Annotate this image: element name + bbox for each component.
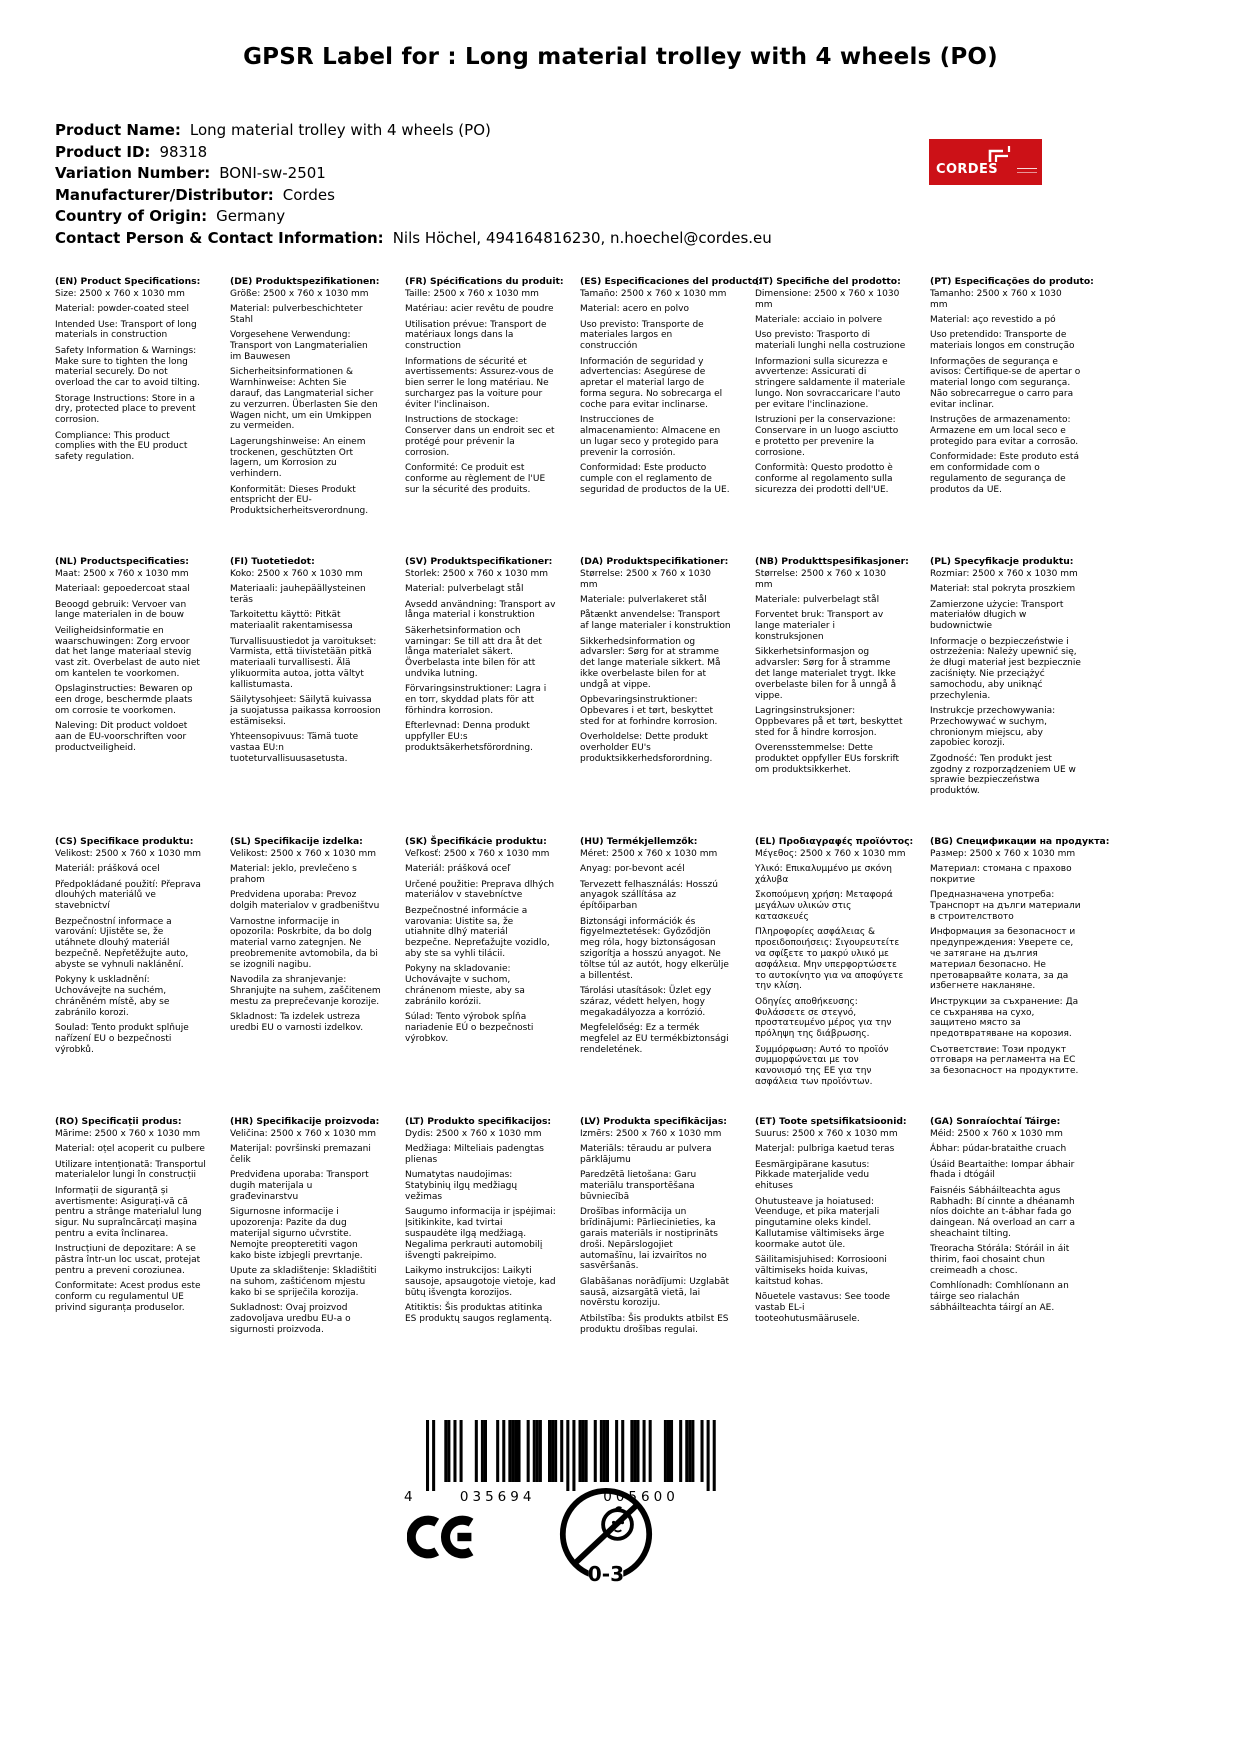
- spec-block-text: Säilytysohjeet: Säilytä kuivassa ja suojatussa paikassa korroosion estämiseksi.: [230, 695, 381, 727]
- spec-block-text: Safety Information & Warnings: Make sure to tighten the long material securely. Do not overload the car to avoid tilting.: [55, 345, 200, 389]
- spec-block-text: Drošības informācija un brīdinājumi: Pārliecinieties, ka garais materiāls ir nostiprināts droši. Nepārslogojiet automašīnu, lai izvairītos no sasvēršanās.: [580, 1207, 718, 1272]
- spec-block-title: (HU) Termékjellemzők:: [580, 836, 698, 847]
- spec-block-title: (PL) Specyfikacje produktu:: [930, 556, 1074, 567]
- spec-block-text: Velikost: 2500 x 760 x 1030 mm: [230, 848, 376, 859]
- svg-text:0-3: 0-3: [587, 1562, 625, 1586]
- spec-block-text: Opbevaringsinstruktioner: Opbevares i et tørt, beskyttet sted for at forhindre korrosion.: [580, 695, 718, 727]
- info-value: Cordes: [282, 185, 335, 204]
- cordes-logo-mark-icon: [988, 144, 1014, 168]
- spec-block-lt: [405, 1117, 580, 1397]
- spec-block-fi: [230, 557, 405, 837]
- info-label: Contact Person & Contact Information:: [55, 228, 384, 247]
- spec-block-text: Informations de sécurité et avertissements: Assurez-vous de bien serrer le long matériau. Ne surchargez pas la voiture pour éviter l'inclinaison.: [405, 356, 554, 410]
- spec-block-text: Instrucțiuni de depozitare: A se păstra într-un loc uscat, protejat pentru a preveni coroziunea.: [55, 1244, 201, 1276]
- spec-block-text: Izmērs: 2500 x 760 x 1030 mm: [580, 1128, 722, 1139]
- spec-block-text: Материал: стомана с прахово покритие: [930, 864, 1072, 885]
- spec-block-pl: [930, 557, 1105, 837]
- spec-block-text: Material: acero en polvo: [580, 304, 689, 315]
- spec-block-text: Skladnost: Ta izdelek ustreza uredbi EU o varnosti izdelkov.: [230, 1012, 364, 1033]
- info-row: [55, 120, 772, 142]
- spec-block-it: [755, 277, 930, 557]
- info-label: Product Name:: [55, 121, 181, 139]
- spec-block-title: (IT) Specifiche del prodotto:: [755, 276, 901, 287]
- barcode-value: [0, 0, 1, 1]
- spec-block-text: Predvidena uporaba: Prevoz dolgih materialov v gradbeništvu: [230, 890, 380, 912]
- spec-grid: [55, 276, 1110, 1397]
- spec-block-text: Materiál: prášková oceľ: [405, 864, 511, 875]
- info-row: [55, 163, 772, 185]
- spec-block-text: Информация за безопасност и предупреждения: Уверете се, че затягане на дългия материал безопасно. Не претоварвайте колата, за да избегнете накланяне.: [930, 927, 1076, 992]
- spec-block-text: Storlek: 2500 x 760 x 1030 mm: [405, 568, 549, 579]
- spec-block-text: Lagerungshinweise: An einem trockenen, geschützten Ort lagern, um Korrosion zu verhindern.: [230, 436, 366, 480]
- spec-block-text: Sigurnosne informacije i upozorenja: Pazite da dug materijal sigurno učvrstite. Nemojte preopteretiti vagon kako biste izbjegli prevrtanje.: [230, 1207, 363, 1261]
- spec-block-text: Informacje o bezpieczeństwie i ostrzeżenia: Należy upewnić się, że długi materiał jest bezpiecznie zaciśnięty. Nie przeciążyć samochodu, aby uniknąć przechylenia.: [930, 636, 1081, 701]
- info-value: Long material trolley with 4 wheels (PO): [189, 121, 491, 139]
- info-value: BONI-sw-2501: [219, 164, 326, 182]
- spec-block-nb: [755, 557, 930, 837]
- spec-block-text: Bezpečnostné informácie a varovania: Uistite sa, že utiahnite dlhý materiál bezpečne. Nepreťažujte vozidlo, aby ste sa vyhli tilácii.: [405, 905, 550, 959]
- spec-block-text: Σκοπούμενη χρήση: Μεταφορά μεγάλων υλικών στις κατασκευές: [755, 890, 893, 922]
- spec-block-text: Taille: 2500 x 760 x 1030 mm: [405, 288, 539, 299]
- info-label: Manufacturer/Distributor:: [55, 185, 274, 204]
- spec-block-text: Velikost: 2500 x 760 x 1030 mm: [55, 848, 201, 859]
- spec-block-text: Förvaringsinstruktioner: Lagra i en torr, skyddad plats för att förhindra korrosion.: [405, 684, 547, 716]
- spec-block-es: [580, 276, 762, 557]
- spec-block-text: Mărime: 2500 x 760 x 1030 mm: [55, 1128, 201, 1139]
- spec-block-text: Materiale: pulverbelagt stål: [755, 594, 880, 605]
- info-row: [55, 185, 772, 207]
- info-value: Nils Höchel, 494164816230, n.hoechel@cordes.eu: [392, 228, 772, 247]
- spec-block-text: Storage Instructions: Store in a dry, protected place to prevent corrosion.: [55, 393, 196, 426]
- spec-block-text: Instruções de armazenamento: Armazene em um local seco e protegido para evitar a corrosão.: [930, 415, 1079, 447]
- cordes-logo-text: CORDES: [936, 162, 999, 177]
- info-row: [55, 228, 772, 250]
- spec-block-text: Materiał: stal pokryta proszkiem: [930, 584, 1076, 595]
- spec-block-title: (FR) Spécifications du produit:: [405, 276, 564, 287]
- spec-block-text: Megfelelőség: Ez a termék megfelel az EU termékbiztonsági rendeletének.: [580, 1022, 729, 1055]
- spec-block-text: Opslaginstructies: Bewaren op een droge, beschermde plaats om corrosie te voorkomen.: [55, 684, 193, 716]
- spec-block-text: Beoogd gebruik: Vervoer van lange materialen in de bouw: [55, 599, 187, 621]
- spec-block-text: Conformitate: Acest produs este conform cu regulamentul UE privind siguranța produselor.: [55, 1281, 201, 1313]
- spec-block-text: Overholdelse: Dette produkt overholder EU's produktsikkerhedsforordning.: [580, 732, 713, 764]
- age-warning-0-3-icon: [558, 1486, 654, 1590]
- spec-block-text: Informações de segurança e avisos: Certifique-se de apertar o material longo com segurança. Não sobrecarregue o carro para evitar inclinar.: [930, 356, 1081, 410]
- spec-block-da: [580, 557, 755, 837]
- spec-block-nl: [55, 557, 230, 837]
- barcode-digits: 4: [404, 1489, 417, 1504]
- spec-block-text: Instrucciones de almacenamiento: Almacene en un lugar seco y protegido para prevenir la corrosión.: [580, 415, 721, 458]
- spec-block-text: Materiale: pulverlakeret stål: [580, 594, 707, 605]
- spec-block-text: Materijal: površinski premazani čelik: [230, 1144, 371, 1165]
- spec-block-sl: [230, 837, 405, 1117]
- spec-block-text: Materiale: acciaio in polvere: [755, 314, 882, 325]
- spec-block-text: Rozmiar: 2500 x 760 x 1030 mm: [930, 568, 1078, 579]
- spec-block-text: Υλικό: Επικαλυμμένο με σκόνη χάλυβα: [755, 864, 892, 885]
- spec-block-text: Veľkosť: 2500 x 760 x 1030 mm: [405, 848, 550, 859]
- spec-block-text: Compliance: This product complies with the EU product safety regulation.: [55, 430, 188, 463]
- info-value: 98318: [159, 142, 208, 161]
- spec-block-text: Tárolási utasítások: Üzlet egy száraz, védett helyen, hogy megakadályozza a korrózió.: [580, 985, 712, 1018]
- spec-block-text: Naleving: Dit product voldoet aan de EU-voorschriften voor productveiligheid.: [55, 721, 188, 753]
- spec-block-text: Zamierzone użycie: Transport materiałów długich w budownictwie: [930, 599, 1064, 632]
- spec-block-title: (BG) Спецификации на продукта:: [930, 836, 1110, 847]
- spec-block-title: (RO) Specificații produs:: [55, 1116, 182, 1127]
- spec-block-text: Laikymo instrukcijos: Laikyti sausoje, apsaugotoje vietoje, kad būtų išvengta korozijos.: [405, 1265, 556, 1298]
- spec-block-text: Instructions de stockage: Conserver dans un endroit sec et protégé pour prévenir la corrosion.: [405, 415, 555, 458]
- cordes-logo: [929, 139, 1042, 185]
- spec-block-text: Sikkerhetsinformasjon og advarsler: Sørg for å stramme det lange materialet trygt. Ikke overbelaste bilen for å unngå å vippe.: [755, 647, 897, 701]
- spec-block-text: Påtænkt anvendelse: Transport af lange materialer i konstruktion: [580, 610, 731, 632]
- spec-block-text: Predviđena uporaba: Transport dugih materijala u građevinarstvu: [230, 1170, 369, 1202]
- spec-block-en: [55, 277, 230, 557]
- spec-block-text: Koko: 2500 x 760 x 1030 mm: [230, 568, 363, 579]
- spec-block-text: Dimensione: 2500 x 760 x 1030 mm: [755, 288, 900, 310]
- spec-block-text: Συμμόρφωση: Αυτό το προϊόν συμμορφώνεται με τον κανονισμό της ΕΕ για την ασφάλεια των προϊόντων.: [755, 1044, 889, 1087]
- spec-block-title: (EL) Προδιαγραφές προϊόντος:: [755, 836, 914, 847]
- spec-block-text: Dydis: 2500 x 760 x 1030 mm: [405, 1128, 542, 1139]
- spec-block-text: Materiaali: jauhepäällysteinen teräs: [230, 584, 366, 605]
- spec-block-text: Sicherheitsinformationen & Warnhinweise: Achten Sie darauf, das Langmaterial sicher zu verzurren. Überlasten Sie den Wagen nicht, um ein Umkippen zu vermeiden.: [230, 367, 378, 432]
- spec-block-text: Предназначена употреба: Транспорт на дълги материали в строителството: [930, 890, 1081, 922]
- spec-block-text: Vorgesehene Verwendung: Transport von Langmaterialien im Bauwesen: [230, 330, 368, 362]
- spec-block-title: (HR) Specifikacije proizvoda:: [230, 1116, 380, 1127]
- spec-block-text: Tamanho: 2500 x 760 x 1030 mm: [930, 288, 1062, 310]
- spec-block-title: (LT) Produkto specifikacijos:: [405, 1116, 552, 1127]
- spec-block-hr: [230, 1117, 405, 1397]
- spec-block-text: Veličina: 2500 x 760 x 1030 mm: [230, 1128, 377, 1139]
- spec-block-text: Material: aço revestido a pó: [930, 314, 1056, 325]
- spec-block-text: Saugumo informacija ir įspėjimai: Įsitikinkite, kad tvirtai suspaudėte ilgą medžiagą. Negalima perkrauti automobilį išvengti pakreipimo.: [405, 1207, 556, 1261]
- spec-block-sv: [405, 557, 580, 837]
- spec-block-sk: [405, 837, 580, 1117]
- spec-block-pt: [930, 277, 1105, 557]
- spec-block-text: Uso pretendido: Transporte de materiais longos em construção: [930, 330, 1075, 352]
- spec-block-text: Tamaño: 2500 x 760 x 1030 mm: [580, 288, 727, 299]
- spec-block-text: Glabāšanas norādījumi: Uzglabāt sausā, aizsargātā vietā, lai novērstu koroziju.: [580, 1276, 729, 1309]
- spec-block-text: Comhlíonadh: Comhlíonann an táirge seo rialachán sábháilteachta táirgí an AE.: [930, 1281, 1069, 1313]
- info-value: Germany: [216, 207, 286, 225]
- spec-block-text: Nõuetele vastavus: See toode vastab EL-i tooteohutusmäärusele.: [755, 1292, 891, 1324]
- spec-block-text: Размер: 2500 x 760 x 1030 mm: [930, 848, 1076, 859]
- spec-block-text: Información de seguridad y advertencias: Asegúrese de apretar el material largo de forma segura. No sobrecarga el coche para evitar inclinarse.: [580, 356, 723, 410]
- spec-block-text: Upute za skladištenje: Skladištiti na suhom, zaštićenom mjestu kako bi se spriječila korozija.: [230, 1265, 377, 1298]
- product-info: [55, 120, 772, 249]
- barcode-digits: 005600: [603, 1489, 679, 1504]
- spec-block-el: [755, 837, 930, 1117]
- page-title: GPSR Label for : Long material trolley with 4 wheels (PO): [243, 44, 998, 70]
- spec-block-text: Intended Use: Transport of long materials in construction: [55, 319, 197, 341]
- spec-block-text: Tervezett felhasználás: Hosszú anyagok szállítása az építőiparban: [580, 879, 718, 912]
- spec-block-text: Suurus: 2500 x 760 x 1030 mm: [755, 1128, 898, 1139]
- spec-block-text: Materiaal: gepoedercoat staal: [55, 584, 190, 595]
- spec-block-text: Istruzioni per la conservazione: Conservare in un luogo asciutto e protetto per prevenire la corrosione.: [755, 415, 899, 458]
- spec-block-text: Předpokládané použití: Přeprava dlouhých materiálů ve stavebnictví: [55, 879, 201, 912]
- spec-block-text: Medžiaga: Milteliais padengtas plienas: [405, 1144, 544, 1165]
- spec-block-text: Uso previsto: Transporte de materiales largos en construcción: [580, 319, 704, 352]
- spec-block-text: Størrelse: 2500 x 760 x 1030 mm: [755, 568, 887, 590]
- spec-block-text: Conformité: Ce produit est conforme au règlement de l'UE sur la sécurité des produits.: [405, 462, 546, 495]
- spec-block-text: Zgodność: Ten produkt jest zgodny z rozporządzeniem UE w sprawie bezpieczeństwa produktów.: [930, 753, 1076, 797]
- spec-block-text: Treoracha Stórála: Stóráil in áit thirim, faoi chosaint chun creimeadh a chosc.: [930, 1244, 1070, 1276]
- spec-block-title: (ET) Toote spetsifikatsioonid:: [755, 1116, 907, 1127]
- ce-mark-icon: [407, 1512, 477, 1566]
- spec-block-text: Overensstemmelse: Dette produktet oppfyller EUs forskrift om produktsikkerhet.: [755, 742, 900, 775]
- spec-block-text: Sikkerhedsinformation og advarsler: Sørg for at stramme det lange materiale sikkert. Må ikke overbelaste bilen for at undgå at vippe.: [580, 636, 721, 690]
- spec-block-ga: [930, 1117, 1105, 1397]
- spec-block-text: Matériau: acier revêtu de poudre: [405, 304, 554, 315]
- spec-block-text: Größe: 2500 x 760 x 1030 mm: [230, 288, 369, 299]
- spec-block-text: Konformität: Dieses Produkt entspricht der EU-Produktsicherheitsverordnung.: [230, 484, 369, 517]
- barcode-digits: 035694: [459, 1489, 536, 1504]
- spec-block-text: Materiál: prášková ocel: [55, 864, 160, 875]
- spec-block-text: Pokyny k uskladnění: Uchovávejte na suchém, chráněném místě, aby se zabránilo korozi.: [55, 975, 170, 1018]
- spec-block-text: Veiligheidsinformatie en waarschuwingen: Zorg ervoor dat het lange materiaal stevig vast zit. Overbelast de auto niet om kantelen te voorkomen.: [55, 625, 200, 679]
- spec-block-text: Biztonsági információk és figyelmeztetések: Győződjön meg róla, hogy biztonságosan szigorítja a hosszú anyagot. Ne töltse túl az autót, hogy elkerülje a billentést.: [580, 916, 729, 981]
- spec-block-bg: [930, 836, 1110, 1117]
- spec-block-text: Инструкции за съхранение: Да се съхранява на сухо, защитено място за предотвратяване на корозия.: [930, 996, 1079, 1040]
- spec-block-text: Numatytas naudojimas: Statybinių ilgų medžiagų vežimas: [405, 1170, 518, 1202]
- spec-block-text: Efterlevnad: Denna produkt uppfyller EU:s produktsäkerhetsförordning.: [405, 721, 533, 753]
- spec-block-text: Pokyny na skladovanie: Uchovávajte v suchom, chránenom mieste, aby sa zabránilo korózii.: [405, 964, 525, 1007]
- spec-block-title: (CS) Specifikace produktu:: [55, 836, 194, 847]
- spec-block-title: (SK) Špecifikácie produktu:: [405, 836, 547, 847]
- spec-block-text: Utilizare intenționată: Transportul materialelor lungi în construcții: [55, 1159, 206, 1181]
- spec-block-et: [755, 1117, 930, 1397]
- spec-block-text: Conformidade: Este produto está em conformidade com o regulamento de segurança de produtos da UE.: [930, 452, 1079, 495]
- spec-block-title: (GA) Sonraíochtaí Táirge:: [930, 1116, 1061, 1127]
- spec-block-title: (SL) Specifikacije izdelka:: [230, 836, 363, 847]
- spec-block-text: Úsáid Beartaithe: Iompar ábhair fhada i dtógáil: [930, 1159, 1075, 1181]
- spec-block-text: Material: pulverbeschichteter Stahl: [230, 304, 363, 325]
- spec-block-text: Material: oțel acoperit cu pulbere: [55, 1144, 205, 1155]
- spec-block-text: Uso previsto: Trasporto di materiali lunghi nella costruzione: [755, 330, 906, 352]
- spec-block-text: Tarkoitettu käyttö: Pitkät materiaalit rakentamisessa: [230, 610, 353, 632]
- spec-block-title: (DA) Produktspecifikationer:: [580, 556, 729, 567]
- spec-block-text: Navodila za shranjevanje: Shranjujte na suhem, zaščitenem mestu za preprečevanje korozije.: [230, 975, 381, 1007]
- spec-block-text: Lagringsinstruksjoner: Oppbevares på et tørt, beskyttet sted for å hindre korrosjon.: [755, 705, 903, 738]
- spec-block-text: Size: 2500 x 760 x 1030 mm: [55, 288, 185, 299]
- spec-block-text: Anyag: por-bevont acél: [580, 864, 685, 875]
- info-label: Product ID:: [55, 142, 151, 161]
- spec-block-title: (EN) Product Specifications:: [55, 276, 201, 287]
- spec-block-text: Určené použitie: Preprava dlhých materiálov v stavebníctve: [405, 879, 555, 901]
- spec-block-text: Atitiktis: Šis produktas atitinka ES produktų saugos reglamentą.: [405, 1302, 553, 1324]
- spec-block-hu: [580, 837, 755, 1117]
- spec-block-text: Materiāls: tēraudu ar pulvera pārklājumu: [580, 1144, 712, 1165]
- spec-block-text: Turvallisuustiedot ja varoitukset: Varmista, että tiivistetään pitkä materiaali turvallisesti. Älä ylikuormita autoa, jotta vältyt kallistumasta.: [230, 636, 377, 690]
- spec-block-text: Avsedd användning: Transport av långa material i konstruktion: [405, 599, 556, 621]
- spec-block-text: Soulad: Tento produkt splňuje nařízení EU o bezpečnosti výrobků.: [55, 1022, 189, 1055]
- spec-block-title: (SV) Produktspecifikationer:: [405, 556, 553, 567]
- spec-block-text: Informazioni sulla sicurezza e avvertenze: Assicurati di stringere saldamente il materiale lungo. Non sovraccaricare l'auto per evitare l'inclinazione.: [755, 356, 906, 410]
- spec-block-text: Informații de siguranță și avertismente: Asigurați-vă că pentru a strânge materialul lung sigur. Nu supraîncărcați mașina pentru a evita înclinarea.: [55, 1185, 202, 1239]
- spec-block-text: Material: powder-coated steel: [55, 304, 190, 315]
- spec-block-title: (NL) Productspecificaties:: [55, 556, 189, 567]
- spec-block-text: Material: jeklo, prevlečeno s prahom: [230, 864, 357, 885]
- spec-block-text: Material: pulverbelagt stål: [405, 584, 524, 595]
- spec-block-title: (ES) Especificaciones del producto:: [580, 276, 762, 287]
- info-label: Variation Number:: [55, 164, 211, 182]
- spec-block-text: Méret: 2500 x 760 x 1030 mm: [580, 848, 718, 859]
- spec-block-text: Utilisation prévue: Transport de matériaux longs dans la construction: [405, 319, 547, 352]
- info-label: Country of Origin:: [55, 207, 208, 225]
- spec-block-title: (NB) Produkttspesifikasjoner:: [755, 556, 909, 567]
- spec-block-text: Faisnéis Sábháilteachta agus Rabhadh: Bí cinnte a dhéanamh níos doichte an t-ábhar fada go daingean. Ná overload an carr a sheachaint tilting.: [930, 1185, 1076, 1239]
- spec-block-lv: [580, 1117, 755, 1397]
- spec-block-text: Съответствие: Този продукт отговаря на регламента на ЕС за безопасност на продуктите.: [930, 1044, 1079, 1077]
- spec-block-text: Varnostne informacije in opozorila: Poskrbite, da bo dolg material varno zategnjen. Ne preobremenite avtomobila, da bi se izognili nagibu.: [230, 916, 378, 970]
- spec-block-text: Yhteensopivuus: Tämä tuote vastaa EU:n tuoteturvallisuusasetusta.: [230, 732, 359, 764]
- spec-block-text: Πληροφορίες ασφάλειας & προειδοποιήσεις: Σιγουρευτείτε να σφίξετε το μακρύ υλικό με ασφάλεια. Μην υπερφορτώσετε το αυτοκίνητο για να αποφύγετε την κλίση.: [755, 927, 904, 992]
- spec-block-text: Eesmärgipärane kasutus: Pikkade materjalide vedu ehituses: [755, 1159, 870, 1192]
- spec-block-title: (PT) Especificações do produto:: [930, 276, 1094, 287]
- spec-block-text: Súlad: Tento výrobok spĺňa nariadenie EÚ o bezpečnosti výrobkov.: [405, 1012, 534, 1044]
- spec-block-text: Conformità: Questo prodotto è conforme al regolamento sulla sicurezza dei prodotti dell'UE.: [755, 462, 893, 495]
- spec-block-text: Paredzētā lietošana: Garu materiālu transportēšana būvniecībā: [580, 1170, 697, 1202]
- spec-block-title: (DE) Produktspezifikationen:: [230, 276, 380, 287]
- spec-block-text: Sukladnost: Ovaj proizvod zadovoljava uredbu EU-a o sigurnosti proizvoda.: [230, 1302, 351, 1335]
- spec-block-text: Instrukcje przechowywania: Przechowywać w suchym, chronionym miejscu, aby zapobiec korozji.: [930, 705, 1056, 749]
- spec-block-text: Ohutusteave ja hoiatused: Veenduge, et pika materjali pingutamine oleks kindel. Kallutamise vältimiseks ärge koormake autot üle.: [755, 1196, 885, 1250]
- spec-block-text: Μέγεθος: 2500 x 760 x 1030 mm: [755, 848, 906, 859]
- spec-block-text: Ábhar: púdar-brataithe cruach: [930, 1144, 1067, 1155]
- spec-block-text: Säkerhetsinformation och varningar: Se till att dra åt det långa materialet säkert. Överbelasta inte bilen för att undvika lutning.: [405, 625, 542, 679]
- spec-block-text: Οδηγίες αποθήκευσης: Φυλάσσετε σε στεγνό, προστατευμένο μέρος για την πρόληψη της διάβρωσης.: [755, 996, 892, 1040]
- spec-block-title: (LV) Produkta specifikācijas:: [580, 1116, 727, 1127]
- spec-block-text: Säilitamisjuhised: Korrosiooni vältimiseks hoida kuivas, kaitstud kohas.: [755, 1255, 887, 1287]
- spec-block-text: Atbilstība: Šis produkts atbilst ES produktu drošības regulai.: [580, 1313, 729, 1335]
- info-row: [55, 206, 772, 228]
- spec-block-text: Størrelse: 2500 x 760 x 1030 mm: [580, 568, 712, 590]
- spec-block-text: Materjal: pulbriga kaetud teras: [755, 1144, 895, 1155]
- spec-block-text: Forventet bruk: Transport av lange materialer i konstruksjonen: [755, 610, 884, 642]
- logo-fineprint: [1017, 168, 1037, 173]
- spec-block-fr: [405, 277, 580, 557]
- spec-block-title: (FI) Tuotetiedot:: [230, 556, 315, 567]
- spec-block-text: Méid: 2500 x 760 x 1030 mm: [930, 1128, 1063, 1139]
- spec-block-text: Conformidad: Este producto cumple con el reglamento de seguridad de productos de la UE.: [580, 462, 730, 495]
- spec-block-ro: [55, 1117, 230, 1397]
- info-row: [55, 142, 772, 164]
- spec-block-de: [230, 277, 405, 557]
- spec-block-text: Maat: 2500 x 760 x 1030 mm: [55, 568, 189, 579]
- spec-block-cs: [55, 837, 230, 1117]
- spec-block-text: Bezpečnostní informace a varování: Ujistěte se, že utáhnete dlouhý materiál bezpečně. Nepřetěžujte auto, abyste se vyhnuli naklánění.: [55, 916, 189, 970]
